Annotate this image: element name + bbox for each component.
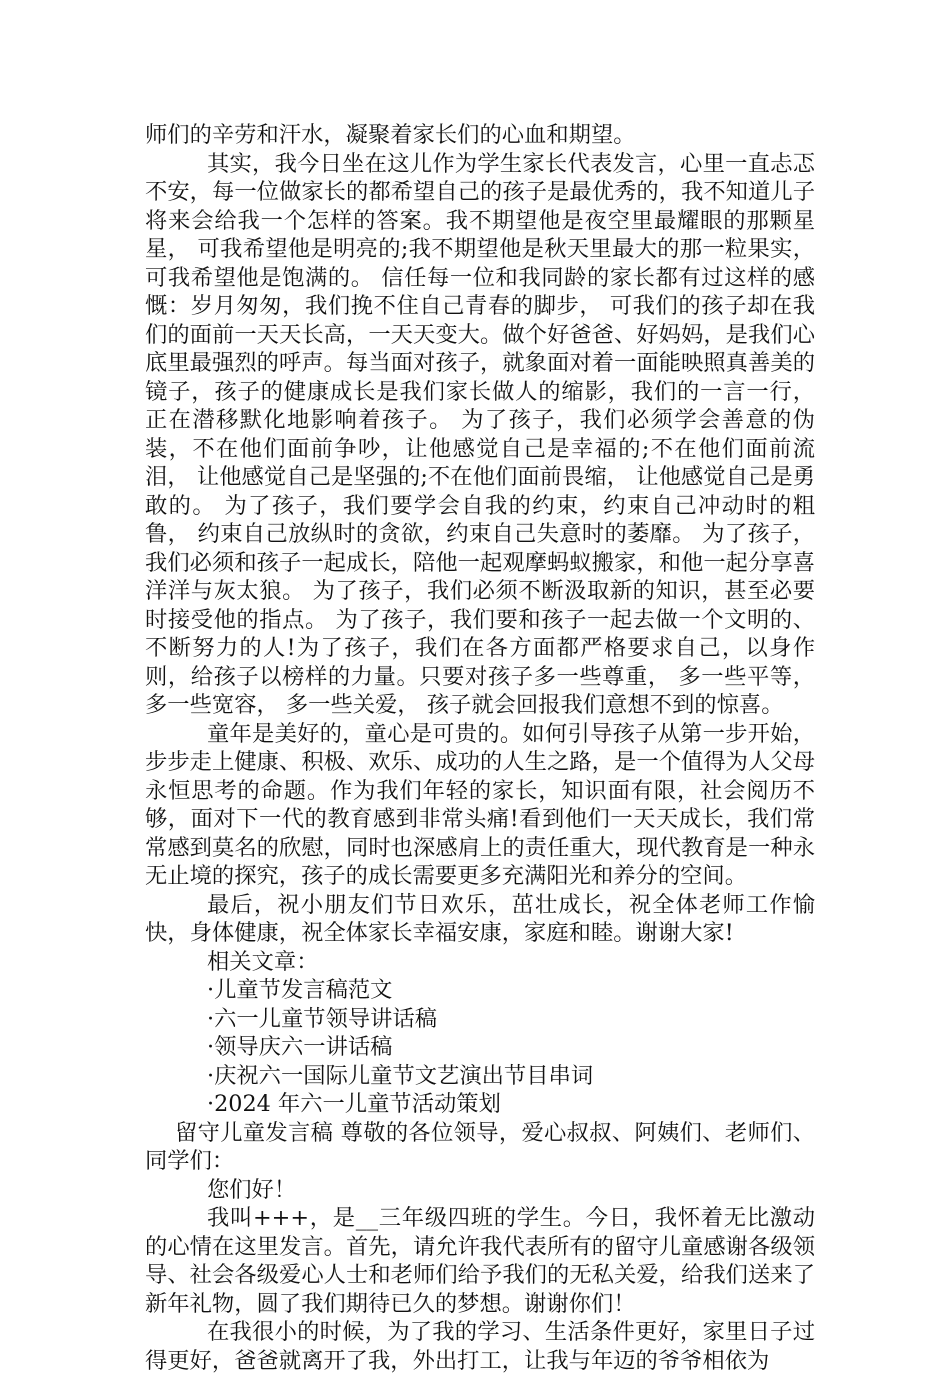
speech-paragraph-1: 我叫+++，是__三年级四班的学生。今日，我怀着无比激动的心情在这里发言。首先，请允许我代表所有的留守儿童感谢各级领导、社会各级爱心人士和老师们给予我们的无私关爱，给我们送来了新年礼物，圆了我们期待已久的梦想。谢谢你们！ bbox=[145, 1205, 815, 1317]
related-link-3[interactable]: ·领导庆六一讲话稿 bbox=[207, 1034, 393, 1060]
related-link-4[interactable]: ·庆祝六一国际儿童节文艺演出节目串词 bbox=[207, 1062, 594, 1089]
paragraph-parent-speech: 其实，我今日坐在这儿作为学生家长代表发言，心里一直忐忑不安，每一位做家长的都希望自己的孩子是最优秀的，我不知道儿子将来会给我一个怎样的答案。我不期望他是夜空里最耀眼的那颗星星， 可我希望他是明亮的;我不期望他是秋天里最大的那一粒果实，可我希望他是饱满的。 信任每一位和我同龄的家长都有过这样的感慨：岁月匆匆，我们挽不住自己青春的脚步， 可我们的孩子却在我们的面前一天天长高，一天天变大。做个好爸爸、好妈妈，是我们心底里最强烈的呼声。每当面对孩子，就象面对着一面能映照真善美的镜子，孩子的健康成长是我们家长做人的缩影，我们的一言一行， 正在潜移默化地影响着孩子。 为了孩子，我们必须学会善意的伪装，不在他们面前争吵，让他感觉自己是幸福的;不在他们面前流泪， 让他感觉自己是坚强的;不在他们面前畏缩， 让他感觉自己是勇敢的。 为了孩子，我们要学会自我的约束，约束自己冲动时的粗鲁， 约束自己放纵时的贪欲，约束自己失意时的萎靡。 为了孩子，我们必须和孩子一起成长，陪他一起观摩蚂蚁搬家，和他一起分享喜洋洋与灰太狼。 为了孩子，我们必须不断汲取新的知识，甚至必要时接受他的指点。 为了孩子，我们要和孩子一起去做一个文明的、不断努力的人!为了孩子，我们在各方面都严格要求自己，以身作则，给孩子以榜样的力量。只要对孩子多一些尊重， 多一些平等， 多一些宽容， 多一些关爱， 孩子就会回报我们意想不到的惊喜。 bbox=[145, 150, 815, 718]
speech-opening: 留守儿童发言稿 尊敬的各位领导，爱心叔叔、阿姨们、老师们、同学们： bbox=[145, 1119, 815, 1174]
related-link-2[interactable]: ·六一儿童节领导讲话稿 bbox=[207, 1005, 438, 1032]
speech-greeting: 您们好！ bbox=[207, 1176, 297, 1203]
document-body bbox=[145, 121, 815, 1375]
paragraph-childhood: 童年是美好的，童心是可贵的。如何引导孩子从第一步开始，步步走上健康、积极、欢乐、成功的人生之路，是一个值得为人父母永恒思考的命题。作为我们年轻的家长，知识面有限，社会阅历不够，面对下一代的教育感到非常头痛!看到他们一天天成长，我们常常感到莫名的欣慰，同时也深感肩上的责任重大，现代教育是一种永无止境的探究，孩子的成长需要更多充满阳光和养分的空间。 bbox=[145, 720, 815, 889]
speech-paragraph-2: 在我很小的时候，为了我的学习、生活条件更好，家里日子过得更好，爸爸就离开了我，外出打工，让我与年迈的爷爷相依为 bbox=[145, 1319, 815, 1374]
related-articles-title: 相关文章： bbox=[207, 948, 319, 975]
paragraph-closing: 最后，祝小朋友们节日欢乐，茁壮成长，祝全体老师工作愉快，身体健康，祝全体家长幸福安康，家庭和睦。谢谢大家! bbox=[145, 891, 815, 946]
related-articles bbox=[207, 948, 815, 1119]
related-link-5[interactable]: ·2024 年六一儿童节活动策划 bbox=[207, 1091, 501, 1117]
paragraph-continuation: 师们的辛劳和汗水，凝聚着家长们的心血和期望。 bbox=[145, 122, 636, 148]
related-link-1[interactable]: ·儿童节发言稿范文 bbox=[207, 977, 393, 1003]
